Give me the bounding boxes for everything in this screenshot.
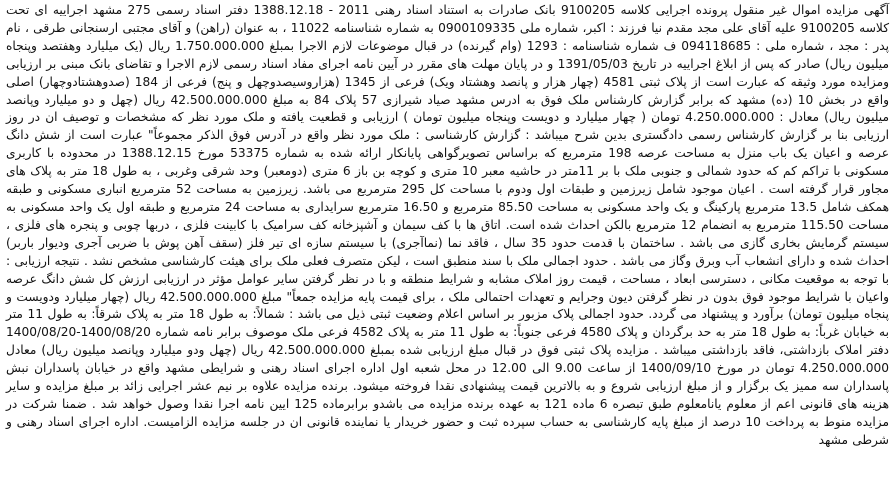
auction-notice-text: آگهی مزایده اموال غیر منقول پرونده اجرایی کلاسه 9100205 بانک صادرات به استناد اسناد رهنی 2011 - 1388.12.18 دفتر اسناد رسمی 275 مشهد اجراییه ای تحت کلاسه 9100205 علیه آقای علی مجد مقدم نیا فرزند : اکبر، شماره ملی 0900109335 به شماره شناسنامه 11022 ، به عنوان (راهن) و آقای مجتبی ارسنجانی طرقی ، نام پدر : مجد ، شماره ملی : 094118685 ف شماره شناسنامه : 1293 (وام گیرنده) در قبال موضوعات لازم الاجرا بمبلغ 1.750.000.000 ریال (یک میلیارد وهفتصد وپنجاه میلیون ریال) صادر که پس از ابلاغ اجراییه در تاریخ 1391/05/03 و در پایان مهلت های مقرر در آیین نامه اجرای مفاد اسناد رسمی لازم الاجرا و تقاضای بانک مبنی بر ارزیابی ومزایده مورد وثیقه که عبارت است از پلاک ثبتی 4581 (چهار هزار و پانصد وهشتاد ویک) فرعی از 1345 (هزاروسیصدوچهل و پنج) فرعی از 184 (صدوهشتادوچهار) اصلی واقع در بخش 10 (ده) مشهد که برابر گزارش کارشناس ملک فوق به ادرس مشهد صیاد شیرازی 57 پلاک 84 به مبلغ 42.500.000.000 ریال (چهل و دو میلیارد وپانصد میلیون ریال) معادل : 4.250.000.000 تومان ( چهار میلیارد و دویست وپنجاه میلیون تومان ) ارزیابی و قطعیت یافته و ملک مورد نظر که مشخصات و توصیف ان در روز ارزیابی بنا بر گزارش کارشناس رسمی دادگستری بدین شرح میباشد : گزارش کارشناسی : ملک مورد نظر واقع در آدرس فوق الذکر مجموعاً" عبارت است از شش دانگ عرصه و اعیان یک باب منزل به مساحت عرصه 198 مترمربع که براساس تصویرگواهی پایانکار ارائه شده به شماره 53375 مورخ 1388.12.15 در محدوده با کاربری مسکونی با تراکم کم که حدود شمالی و جنوبی ملک با بر 11متر در حاشیه معبر 10 متری و کوچه بن باز 6 متری (دومعبر) وحد شرقی وغربی ، به طول 18 متر به پلاک های مجاور قرار گرفته است . اعیان موجود شامل زیرزمین و طبقات اول ودوم با مساحت کل 295 مترمربع می باشد. زیرزمین به مساحت 52 مترمربع انباری مسکونی و طبقه همکف شامل 13.5 مترمربع پارکینگ و یک واحد مسکونی به مساحت 85.50 مترمربع و 16.50 مترمربع سرایداری به مساحت 24 مترمربع و طبقه اول یک واحد مسکونی به مساحت 115.50 مترمربع به انضمام 12 مترمربع بالکن احداث شده است. اتاق ها با کف سیمان و آشپزخانه کف سرامیک با کابینت فلزی ، دربها چوبی و پنجره های فلزی ، سیستم گرمایش بخاری گازی می باشد . ساختمان با قدمت حدود 35 سال ، فاقد نما (نماآجری) با سیستم سازه ای تیر فلز (سقف آهن پوش با ضربی آجری ودیوار باربر) احداث شده و دارای انشعاب آب وبرق وگاز می باشد . حدود اجمالی ملک با سند منطبق است ، لیکن متصرف فعلی ملک برای هیئت کارشناسی مشخص نشد . نتیجه ارزیابی : با توجه به موقعیت مکانی ، دسترسی ابعاد ، مساحت ، قیمت روز املاک مشابه و شرایط منطقه و با در نظر گرفتن سایر عوامل مؤثر در ارزیابی ارزش کل شش دانگ عرصه واعیان با شرایط موجود فوق بدون در نظر گرفتن دیون وجرایم و تعهدات احتمالی ملک ، برای قیمت پایه مزایده جمعاً" مبلغ 42.500.000.000 ریال (چهار میلیارد ودویست و پنجاه میلیون تومان) برآورد و پیشنهاد می گردد. حدود اجمالی پلاک مزبور بر اساس اعلام وضعیت ثبتی ذیل می باشد : شمالاً: به طول 18 متر به پلاک شرقاً: به طول 11 متر به خیابان غرباً: به طول 18 متر به حد برگردان و پلاک 4580 فرعی جنوباً: به طول 11 متر به پلاک 4582 فرعی ملک موصوف برابر نامه شماره 1400/08/20-1400/08/20 دفتر املاک بازداشتی، فاقد بازداشتی میباشد . مزایده پلاک ثبتی فوق در قبال مبلغ ارزیابی شده بمبلغ 42.500.000.000 ریال (چهل ودو میلیارد وپانصد میلیون ریال) معادل 4.250.000.000 تومان در مورخ 1400/09/10 از ساعت 9.00 الی 12.00 در محل شعبه اول اداره اجرای اسناد رهنی و شرایطی مشهد واقع در خیابان پاسداران نبش پاسداران سه ممیز یک برگزار و از مبلغ ارزیابی شروع و به بالاترین قیمت پیشنهادی نقدا فروخته میشود. برنده مزایده علاوه بر نیم عشر اجرایی زائد بر مبلغ مزایده و سایر هزینه های قانونی اعم از معلوم یانامعلوم طبق تبصره 6 ماده 121 به عهده برنده مزایده می باشدو برابرماده 125 ایین نامه اجرا نقدا وصول خواهد شد . ضمنا شرکت در مزایده منوط به پرداخت 10 درصد از مبلغ پایه کارشناسی به حساب سپرده ثبت و حضور خریدار یا نماینده قانونی ان در جلسه مزایده الزامیست. اداره اجرای اسناد رهنی و شرطی مشهد <box>6 3 890 447</box>
